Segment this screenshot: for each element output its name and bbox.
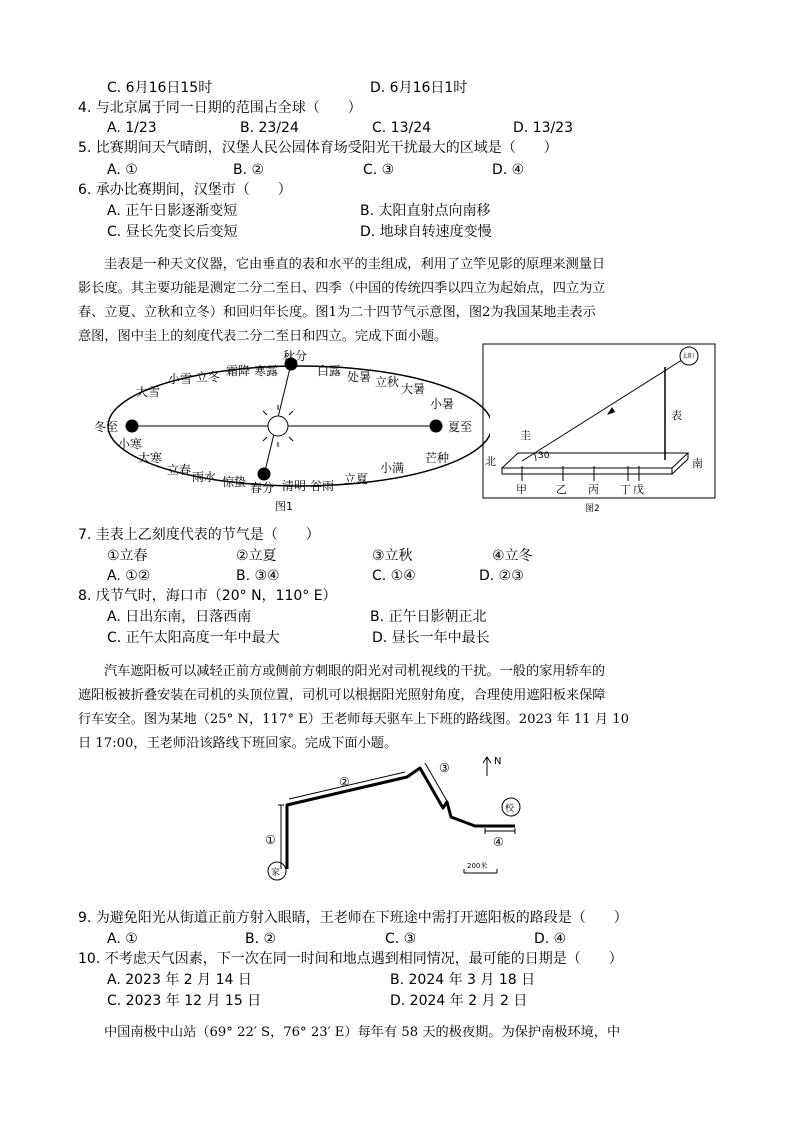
term-chushu: 处暑	[347, 370, 372, 384]
q9-option-b: B. ②	[245, 931, 277, 947]
q3-option-c: C. 6月16日15时	[107, 80, 213, 96]
passage-line: 中国南极中山站（69° 22′ S，76° 23′ E）每年有 58 天的极夜期。为保护南极环境，中	[104, 1025, 621, 1040]
q5-option-c: C. ③	[363, 162, 395, 178]
passage-line: 汽车遮阳板可以减轻正前方或侧前方刺眼的阳光对司机视线的干扰。一般的家用轿车的	[104, 664, 606, 679]
passage-line: 日 17:00，王老师沿该路线下班回家。完成下面小题。	[78, 736, 398, 751]
passage-line: 春、立夏、立秋和立冬）和回归年长度。图1为二十四节气示意图，图2为我国某地圭表示	[78, 305, 596, 320]
mark-jia: 甲	[516, 483, 527, 496]
q8-stem: 8. 戊节气时，海口市（20° N，110° E）	[78, 588, 337, 604]
north-arrow-icon	[483, 757, 491, 776]
q6-option-a: A. 正午日影逐渐变短	[107, 203, 238, 219]
q4-option-d: D. 13/23	[513, 120, 574, 136]
passage-line: 影长度。其主要功能是测定二分二至日、四季（中国的传统四季以四立为起始点，四立为立	[78, 281, 606, 296]
q10-option-a: A. 2023 年 2 月 14 日	[107, 972, 252, 988]
q4-option-a: A. 1/23	[107, 120, 157, 136]
term-qiufen: 秋分	[283, 350, 308, 363]
north-label: N	[494, 756, 502, 767]
term-chunfen: 春分	[250, 481, 275, 495]
term-jingzhe: 惊蛰	[222, 475, 247, 489]
passage-guibiao	[78, 253, 606, 349]
segment-1-label: ①	[265, 833, 276, 847]
segment-3-label: ③	[439, 761, 450, 775]
fig2-caption: 图2	[585, 504, 600, 514]
term-mangzhong: 芒种	[425, 451, 450, 465]
xiazhi-dot	[430, 420, 443, 433]
passage-line: 遮阳板被折叠安装在司机的头顶位置，司机可以根据阳光照射角度，合理使用遮阳板来保障	[78, 688, 606, 703]
q7-option-d: D. ②③	[479, 568, 524, 584]
term-shuangjiang: 霜降	[226, 364, 251, 378]
term-xiaoman: 小满	[380, 461, 405, 475]
term-bailu: 白露	[317, 364, 342, 378]
gui-label: 圭	[520, 429, 531, 442]
term-guyu: 谷雨	[310, 479, 335, 493]
term-xiazhi: 夏至	[448, 420, 473, 434]
term-dongzhi: 冬至	[94, 420, 119, 434]
school-label: 校	[505, 804, 515, 814]
angle-label: 30	[538, 451, 550, 461]
north-label: 北	[485, 455, 496, 468]
chunfen-dot	[258, 468, 271, 481]
q5-option-b: B. ②	[233, 162, 265, 178]
q8-option-a: A. 日出东南，日落西南	[107, 609, 252, 625]
q6-stem: 6. 承办比赛期间，汉堡市（ ）	[78, 182, 292, 198]
q7-option-c: C. ①④	[372, 568, 416, 584]
q5-option-d: D. ④	[492, 162, 525, 178]
q9-stem: 9. 为避免阳光从街道正前方射入眼睛，王老师在下班途中需打开遮阳板的路段是（ ）	[78, 910, 628, 926]
q10-stem: 10. 不考虑天气因素，下一次在同一时间和地点遇到相同情况，最可能的日期是（ ）	[78, 951, 623, 967]
segment-2-label: ②	[339, 775, 350, 789]
q9-option-c: C. ③	[385, 931, 417, 947]
q10-option-c: C. 2023 年 12 月 15 日	[107, 993, 262, 1009]
q7-option-a: A. ①②	[107, 568, 151, 584]
q3-option-d: D. 6月16日1时	[370, 80, 468, 96]
segment-4-label: ④	[493, 835, 504, 849]
q6-option-d: D. 地球自转速度变慢	[360, 224, 492, 240]
term-qingming: 清明	[282, 479, 307, 493]
q7-option-b: B. ③④	[236, 568, 280, 584]
term-lidong: 立冬	[196, 370, 221, 384]
q9-option-d: D. ④	[534, 931, 567, 947]
term-hanlu: 寒露	[254, 364, 279, 378]
guibiao-diagram	[482, 343, 716, 515]
q7-stem: 7. 圭表上乙刻度代表的节气是（ ）	[78, 527, 320, 543]
dongzhi-dot	[126, 420, 139, 433]
term-lichun: 立春	[167, 463, 192, 477]
q7-statement-1: ①立春	[107, 548, 148, 564]
term-yushui: 雨水	[192, 470, 217, 484]
q7-statement-2: ②立夏	[236, 548, 277, 564]
passage-line: 圭表是一种天文仪器，它由垂直的表和水平的圭组成，利用了立竿见影的原理来测量日	[104, 257, 606, 272]
q6-option-b: B. 太阳直射点向南移	[360, 203, 491, 219]
q6-option-c: C. 昼长先变长后变短	[107, 224, 238, 240]
passage-line: 意图，图中圭上的刻度代表二分二至日和四立。完成下面小题。	[78, 329, 448, 344]
q10-option-b: B. 2024 年 3 月 18 日	[390, 972, 536, 988]
q10-option-d: D. 2024 年 2 月 2 日	[390, 993, 528, 1009]
passage-sunshade	[78, 660, 629, 756]
term-dahan: 大寒	[138, 451, 163, 465]
passage-antarctica	[78, 1021, 620, 1045]
term-liqiu: 立秋	[375, 375, 400, 389]
q8-option-c: C. 正午太阳高度一年中最大	[107, 630, 280, 646]
term-xiaohan: 小寒	[118, 437, 143, 451]
scale-label: 200米	[467, 862, 488, 870]
mark-bing: 丙	[588, 483, 599, 496]
sun-label: 太阳	[682, 353, 695, 360]
q4-stem: 4. 与北京属于同一日期的范围占全球（ ）	[78, 100, 362, 116]
q5-option-a: A. ①	[107, 162, 138, 178]
biao-label: 表	[671, 409, 682, 422]
term-daxue: 大雪	[136, 385, 161, 399]
south-label: 南	[692, 457, 703, 470]
home-label: 家	[271, 868, 281, 878]
q5-stem: 5. 比赛期间天气晴朗，汉堡人民公园体育场受阳光干扰最大的区域是（ ）	[78, 140, 558, 156]
mark-ding: 丁	[620, 483, 631, 496]
solar-terms-diagram	[90, 350, 490, 515]
q7-statement-3: ③立秋	[372, 548, 413, 564]
q4-option-b: B. 23/24	[240, 120, 299, 136]
mark-yi: 乙	[556, 483, 567, 496]
term-xiaoshu: 小暑	[430, 397, 455, 411]
term-dashu: 大暑	[401, 382, 426, 396]
passage-line: 行车安全。图为某地（25° N，117° E）王老师每天驱车上下班的路线图。2023 年 11 月 10	[78, 712, 630, 727]
term-lixia: 立夏	[344, 472, 369, 486]
q8-option-d: D. 昼长一年中最长	[372, 630, 490, 646]
mark-wu: 戊	[633, 483, 644, 496]
fig1-caption: 图1	[275, 500, 293, 513]
term-xiaoxue: 小雪	[168, 372, 193, 386]
q9-option-a: A. ①	[107, 931, 138, 947]
q4-option-c: C. 13/24	[372, 120, 432, 136]
q8-option-b: B. 正午日影朝正北	[370, 609, 487, 625]
q7-statement-4: ④立冬	[492, 548, 533, 564]
route-map	[255, 750, 540, 890]
